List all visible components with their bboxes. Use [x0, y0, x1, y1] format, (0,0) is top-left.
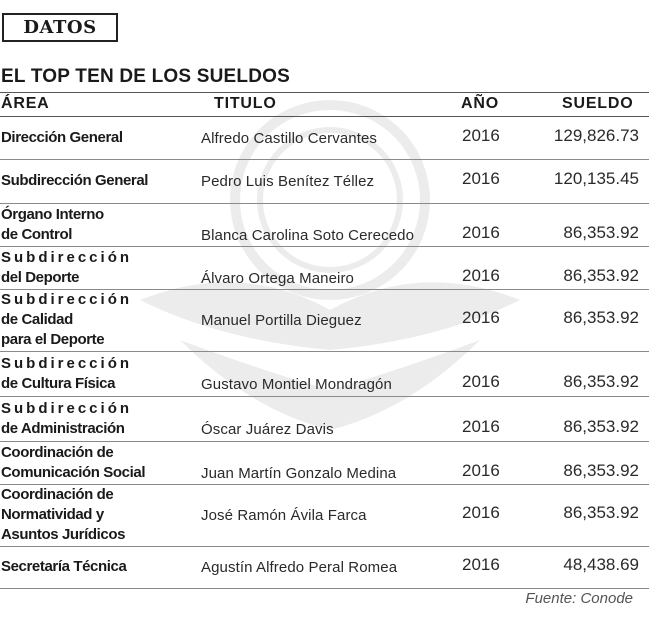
row-area-line: de Administración	[1, 419, 125, 437]
row-area-line: Subdirección	[1, 354, 133, 372]
row-salary: 86,353.92	[563, 265, 639, 285]
row-year: 2016	[462, 503, 500, 522]
row-area-line: para el Deporte	[1, 331, 105, 348]
row-area-line: Dirección General	[1, 129, 123, 146]
row-year: 2016	[462, 460, 500, 480]
header-sueldo: SUELDO	[562, 95, 634, 112]
row-divider	[0, 159, 649, 160]
row-area-line: Coordinación de	[1, 486, 114, 503]
row-name: Blanca Carolina Soto Cerecedo	[201, 226, 415, 244]
row-area-line: Subdirección	[1, 248, 133, 266]
row-divider	[0, 351, 649, 352]
row-area	[1, 128, 123, 148]
row-area-line: Secretaría Técnica	[1, 558, 127, 575]
row-divider	[0, 588, 649, 589]
row-area-line: Subdirección General	[1, 172, 149, 189]
row-area	[1, 248, 132, 288]
row-salary: 129,826.73	[553, 126, 639, 145]
row-area-line: Órgano Interno	[1, 205, 104, 223]
row-name: Óscar Juárez Davis	[201, 420, 334, 438]
row-name: Gustavo Montiel Mondragón	[201, 375, 392, 393]
row-name: Agustín Alfredo Peral Romea	[201, 559, 398, 576]
row-name: Juan Martín Gonzalo Medina	[201, 464, 397, 482]
row-name: Álvaro Ortega Maneiro	[201, 269, 355, 287]
page-title: EL TOP TEN DE LOS SUELDOS	[1, 66, 290, 87]
row-salary: 86,353.92	[563, 222, 639, 242]
row-year: 2016	[462, 416, 500, 436]
row-area-line: Comunicación Social	[1, 463, 146, 481]
row-area-line: Normatividad y	[1, 506, 104, 523]
row-salary: 86,353.92	[563, 460, 639, 480]
row-area	[1, 290, 132, 350]
header-anio: AÑO	[461, 95, 499, 112]
row-name: José Ramón Ávila Farca	[201, 507, 367, 524]
row-area	[1, 399, 132, 439]
row-salary: 86,353.92	[563, 503, 639, 522]
source-note: Fuente: Conode	[525, 590, 633, 607]
row-area	[1, 354, 132, 394]
row-salary: 86,353.92	[563, 308, 639, 327]
row-area-line: de Cultura Física	[1, 374, 116, 392]
row-name: Manuel Portilla Dieguez	[201, 312, 362, 329]
row-area	[1, 171, 148, 191]
row-year: 2016	[462, 169, 500, 188]
row-area-line: Coordinación de	[1, 443, 114, 461]
header-area: ÁREA	[1, 95, 50, 112]
section-tag: DATOS	[2, 13, 118, 42]
row-year: 2016	[462, 265, 500, 285]
row-area-line: Subdirección	[1, 291, 133, 308]
row-year: 2016	[462, 555, 500, 574]
row-year: 2016	[462, 371, 500, 391]
row-salary: 120,135.45	[553, 169, 639, 188]
row-area-line: Subdirección	[1, 399, 133, 417]
row-salary: 86,353.92	[563, 416, 639, 436]
row-area	[1, 485, 125, 545]
row-area-line: de Calidad	[1, 311, 73, 328]
row-name: Alfredo Castillo Cervantes	[201, 130, 378, 147]
row-area	[1, 557, 126, 577]
row-year: 2016	[462, 308, 500, 327]
row-salary: 86,353.92	[563, 371, 639, 391]
row-divider	[0, 396, 649, 397]
row-area	[1, 205, 104, 245]
row-area-line: Asuntos Jurídicos	[1, 526, 126, 543]
row-area-line: de Control	[1, 225, 72, 243]
row-divider	[0, 546, 649, 547]
header-bottom-rule	[0, 116, 649, 117]
row-area-line: del Deporte	[1, 268, 80, 286]
row-year: 2016	[462, 222, 500, 242]
row-year: 2016	[462, 126, 500, 145]
row-area	[1, 443, 145, 483]
row-salary: 48,438.69	[563, 555, 639, 574]
row-name: Pedro Luis Benítez Téllez	[201, 173, 375, 190]
header-titulo: TITULO	[214, 95, 277, 112]
